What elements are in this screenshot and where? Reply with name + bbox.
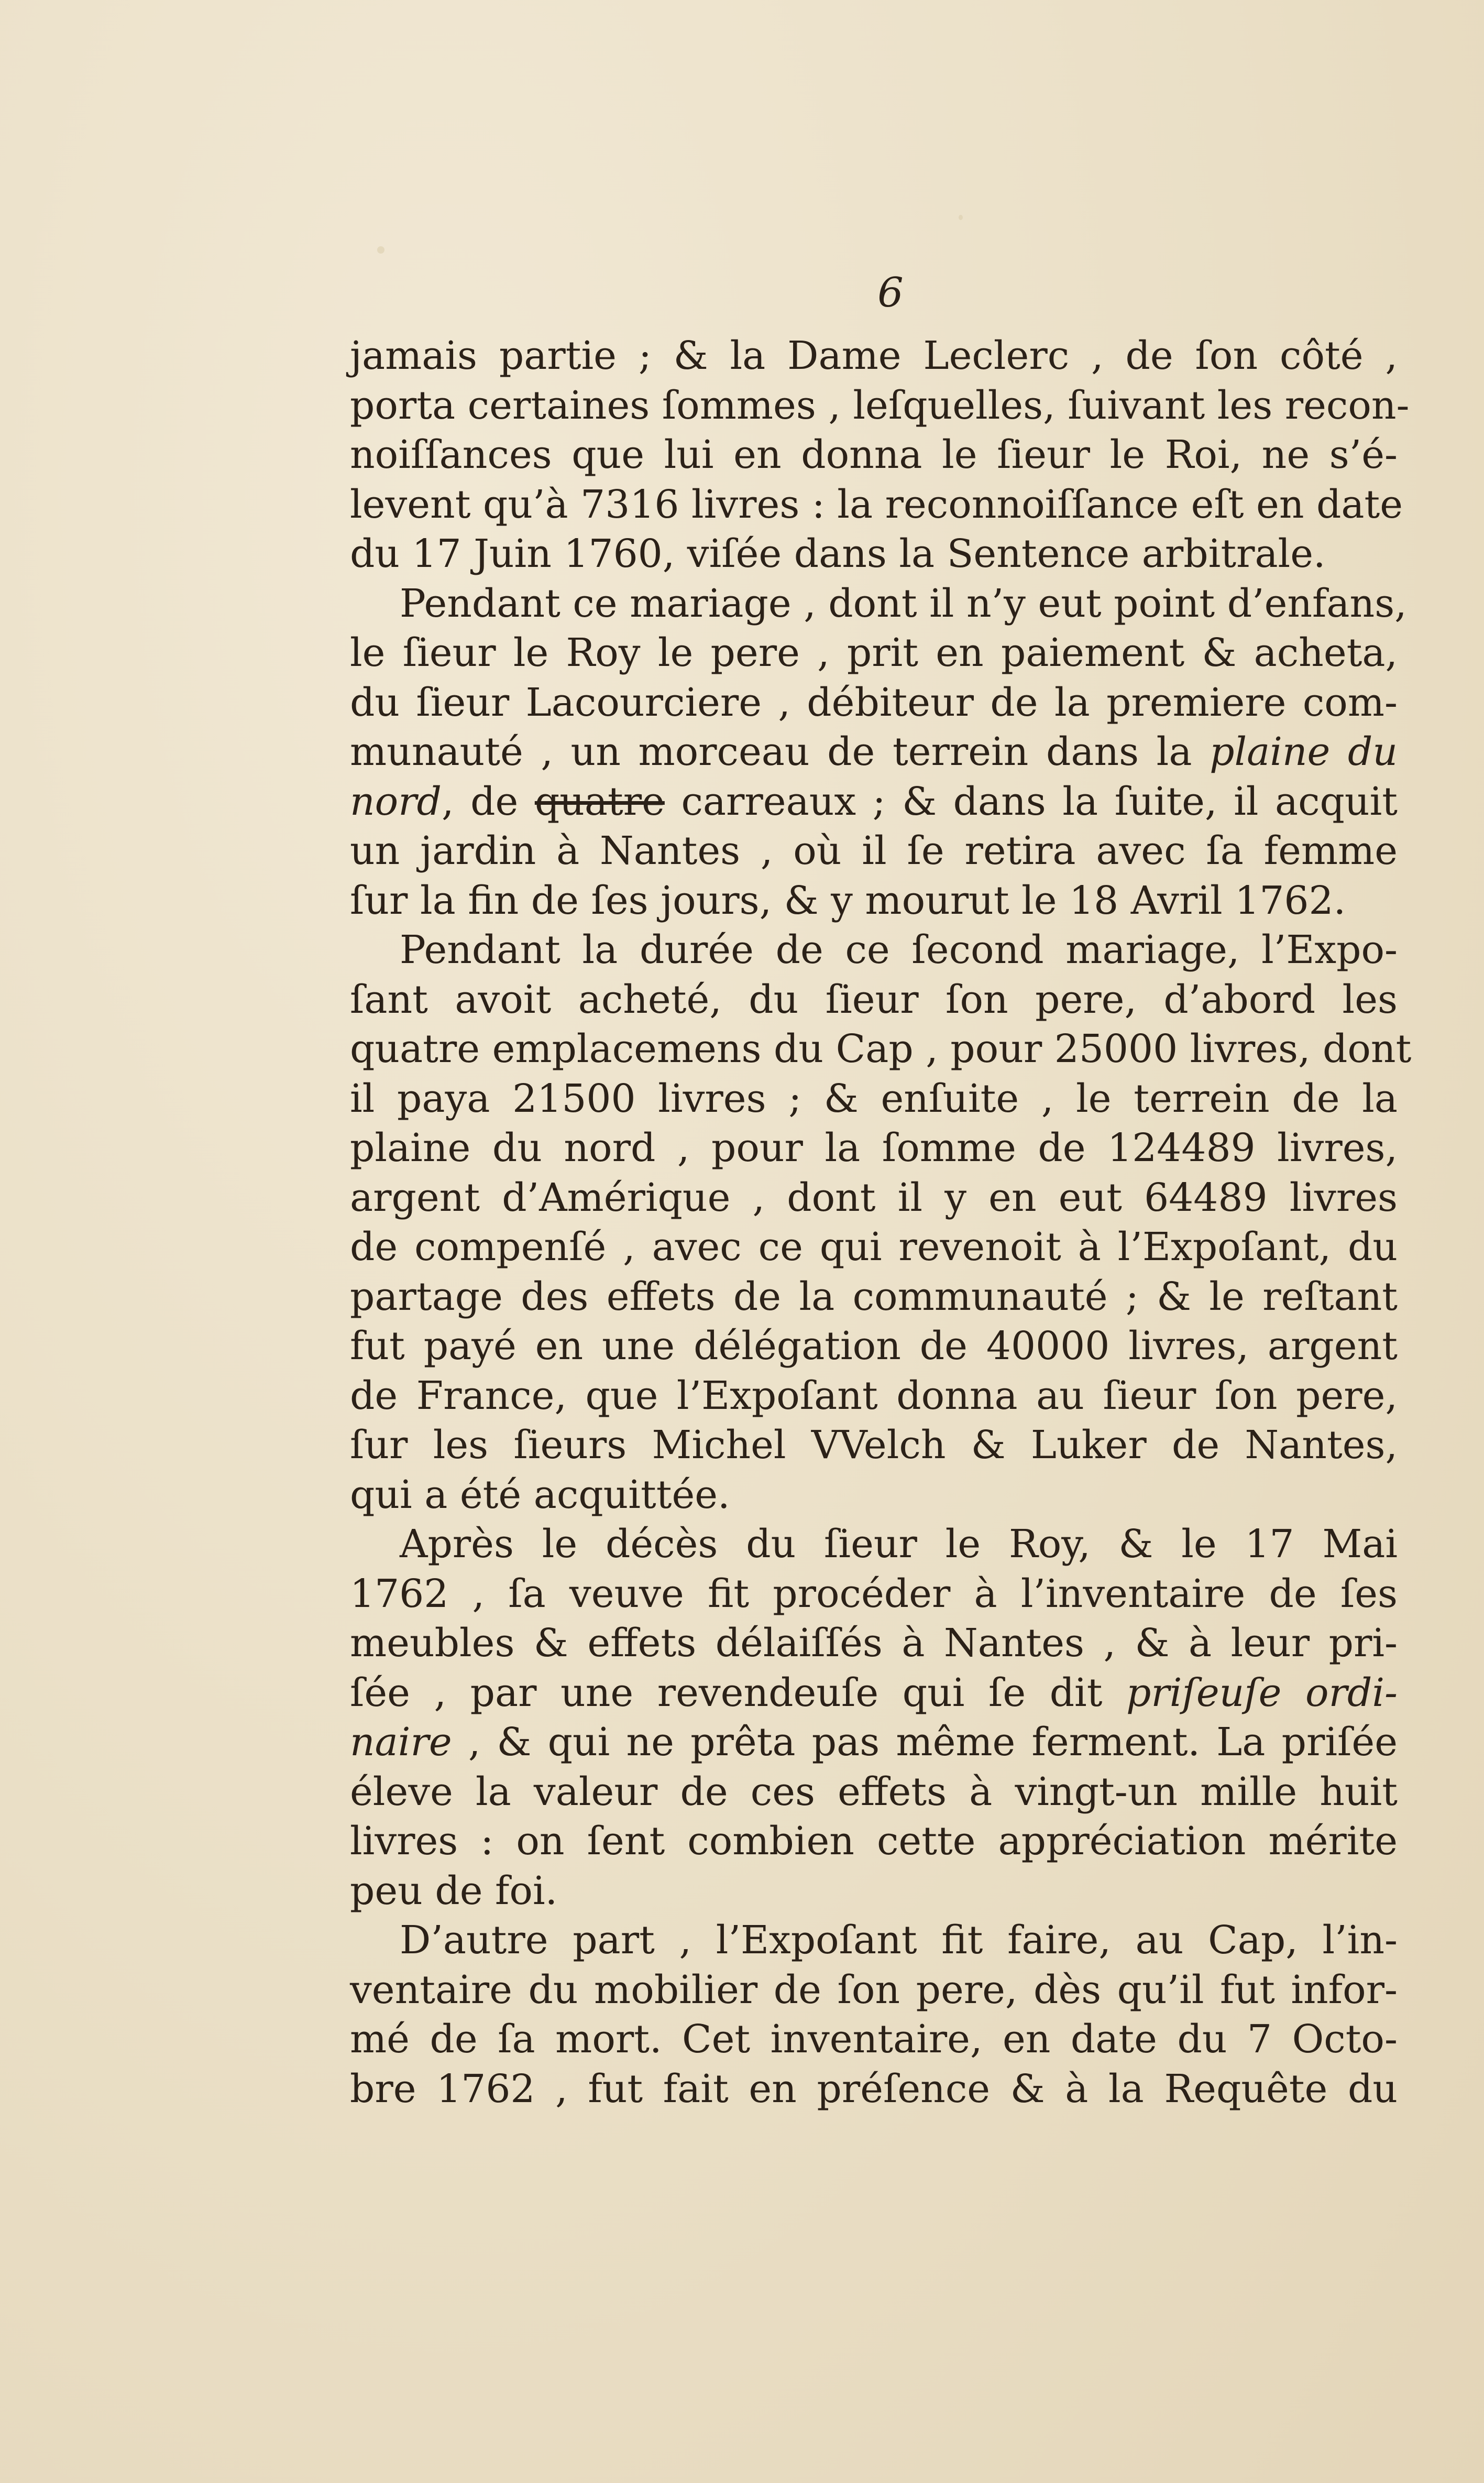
text-line: quatre emplacemens du Cap , pour 25000 livres, dont [350,1026,1412,1071]
text-line: D’autre part , l’Expoſant fit faire, au Cap, l’in- [400,1918,1398,1963]
text-line: 1762 , ſa veuve fit procéder à l’inventaire de ſes [350,1571,1398,1616]
text-line: de compenſé , avec ce qui revenoit à l’Expoſant, du [350,1224,1398,1270]
text-line: argent d’Amérique , dont il y en eut 64489 livres [350,1175,1398,1220]
text-line: du ſieur Lacourciere , débiteur de la premiere com- [350,680,1398,725]
text-line: naire , & qui ne prêta pas même ferment. La priſée [350,1720,1398,1765]
text-line: mé de ſa mort. Cet inventaire, en date du 7 Octo- [350,2017,1398,2062]
text-line: du 17 Juin 1760, viſée dans la Sentence arbitrale. [350,531,1326,576]
text-line: ſée , par une revendeuſe qui ſe dit priſeuſe ordi- [350,1670,1398,1715]
text-line: le ſieur le Roy le pere , prit en paiement & acheta, [350,630,1398,675]
text-line: peu de foi. [350,1868,558,1913]
text-line: Pendant ce mariage , dont il n’y eut point d’enfans, [400,581,1407,626]
text-line: de France, que l’Expoſant donna au ſieur ſon pere, [350,1373,1398,1418]
text-line: qui a été acquittée. [350,1472,730,1517]
page-number: 6 [877,269,904,316]
text-line: un jardin à Nantes , où il ſe retira avec ſa femme [350,828,1398,873]
text-line: Après le décès du ſieur le Roy, & le 17 Mai [400,1522,1398,1567]
text-line: nord, de quatre carreaux ; & dans la ſuite, il acquit [350,779,1398,824]
text-line: ſur les ſieurs Michel VVelch & Luker de Nantes, [350,1423,1398,1468]
text-line: meubles & effets délaiſſés à Nantes , & à leur pri- [350,1621,1398,1666]
text-line: il paya 21500 livres ; & enſuite , le terrein de la [350,1076,1398,1121]
text-line: jamais partie ; & la Dame Leclerc , de ſon côté , [350,333,1398,378]
paper-spot [959,215,963,220]
text-line: éleve la valeur de ces effets à vingt-un mille huit [350,1769,1398,1814]
text-line: plaine du nord , pour la ſomme de 124489 livres, [350,1125,1398,1171]
text-line: ſur la fin de ſes jours, & y mourut le 18 Avril 1762. [350,878,1346,923]
text-line: fut payé en une délégation de 40000 livres, argent [350,1323,1398,1369]
text-line: noiſſances que lui en donna le ſieur le Roi, ne s’é- [350,432,1398,477]
paper-spot [377,246,384,254]
text-line: levent qu’à 7316 livres : la reconnoiſſance eſt en date [350,482,1403,527]
text-line: bre 1762 , fut fait en préſence & à la Requête du [350,2066,1398,2112]
text-line: ſant avoit acheté, du ſieur ſon pere, d’abord les [350,977,1398,1022]
body-text [350,331,1412,2114]
text-line: porta certaines ſommes , leſquelles, ſuivant les recon- [350,382,1410,428]
text-line: Pendant la durée de ce ſecond mariage, l’Expo- [400,927,1398,972]
text-line: livres : on ſent combien cette appréciation mérite [350,1819,1398,1864]
text-line: ventaire du mobilier de ſon pere, dès qu’il fut infor- [350,1967,1398,2012]
text-line: munauté , un morceau de terrein dans la plaine du [350,729,1398,774]
text-line: partage des effets de la communauté ; & le reſtant [350,1274,1398,1319]
